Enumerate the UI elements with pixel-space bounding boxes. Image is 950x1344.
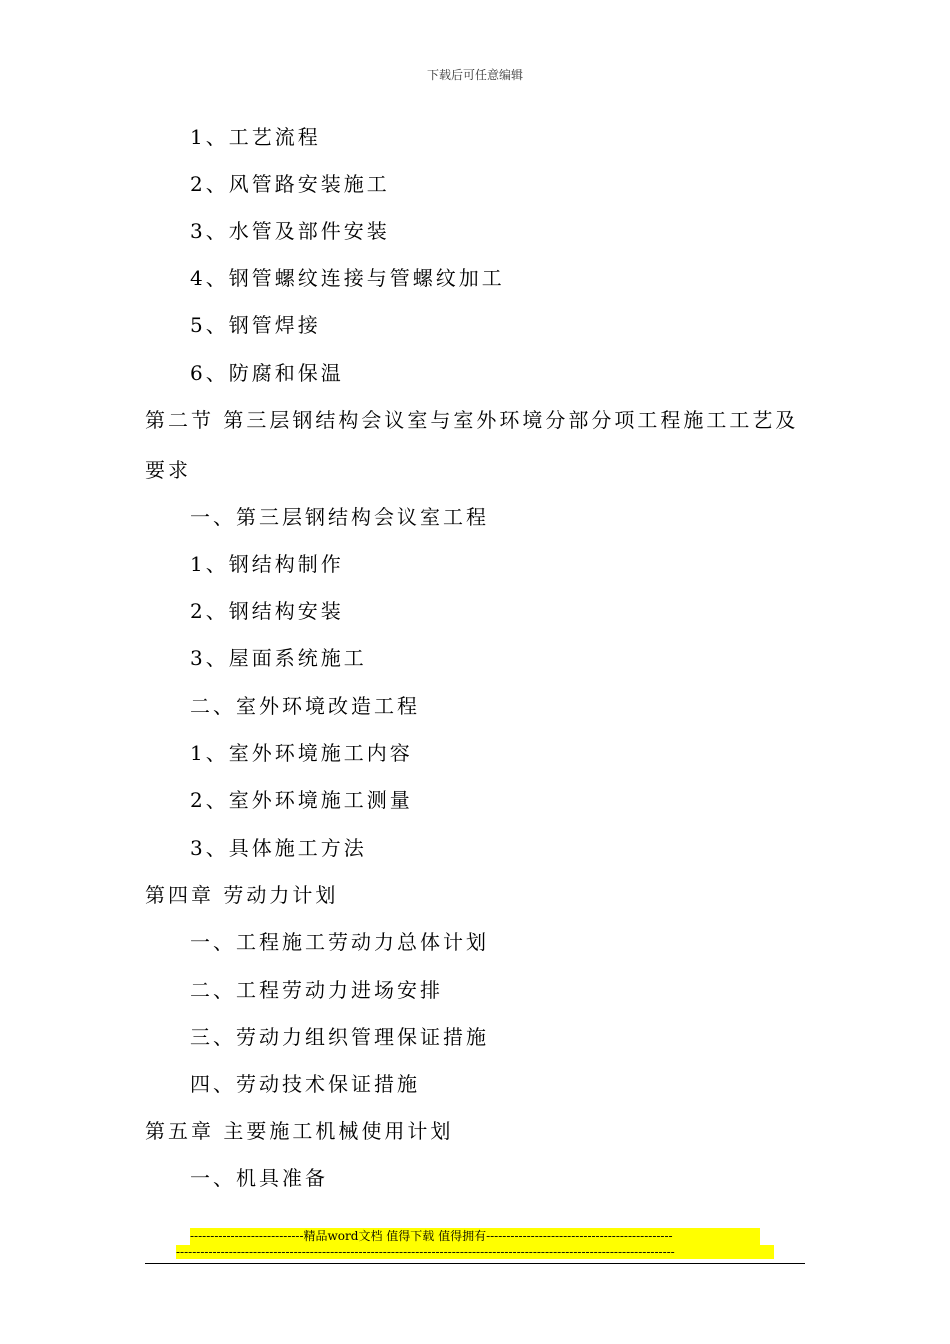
toc-entry: 二、工程劳动力进场安排: [190, 978, 443, 1002]
toc-entry: 3、具体施工方法: [190, 836, 367, 860]
toc-entry: 四、劳动技术保证措施: [190, 1072, 420, 1096]
footer-dashes: ---------------------------------------------------------------------------------------------------------------------------: [176, 1245, 774, 1259]
section-heading: 第二节 第三层钢结构会议室与室外环境分部分项工程施工工艺及: [145, 408, 799, 432]
footer-banner: ----------------------------精品word文档 值得下载 值得拥有----------------------------------------------: [190, 1228, 760, 1245]
toc-entry: 3、屋面系统施工: [190, 646, 367, 670]
toc-entry: 2、室外环境施工测量: [190, 788, 413, 812]
chapter-heading: 第四章 劳动力计划: [145, 883, 339, 907]
toc-entry: 一、工程施工劳动力总体计划: [190, 930, 489, 954]
toc-entry: 4、钢管螺纹连接与管螺纹加工: [190, 266, 505, 290]
toc-entry: 1、工艺流程: [190, 125, 321, 149]
chapter-heading: 第五章 主要施工机械使用计划: [145, 1119, 454, 1143]
toc-entry: 一、机具准备: [190, 1166, 328, 1190]
toc-entry: 5、钢管焊接: [190, 313, 321, 337]
toc-entry: 二、室外环境改造工程: [190, 694, 420, 718]
toc-entry: 3、水管及部件安装: [190, 219, 390, 243]
toc-entry: 1、钢结构制作: [190, 552, 344, 576]
toc-entry: 6、防腐和保温: [190, 361, 344, 385]
toc-entry: 一、第三层钢结构会议室工程: [190, 505, 489, 529]
footer-rule: [145, 1263, 805, 1264]
toc-entry: 1、室外环境施工内容: [190, 741, 413, 765]
toc-entry: 三、劳动力组织管理保证措施: [190, 1025, 489, 1049]
page-header: 下载后可任意编辑: [426, 68, 523, 82]
toc-entry: 2、风管路安装施工: [190, 172, 390, 196]
section-heading-continuation: 要求: [145, 458, 191, 482]
toc-entry: 2、钢结构安装: [190, 599, 344, 623]
